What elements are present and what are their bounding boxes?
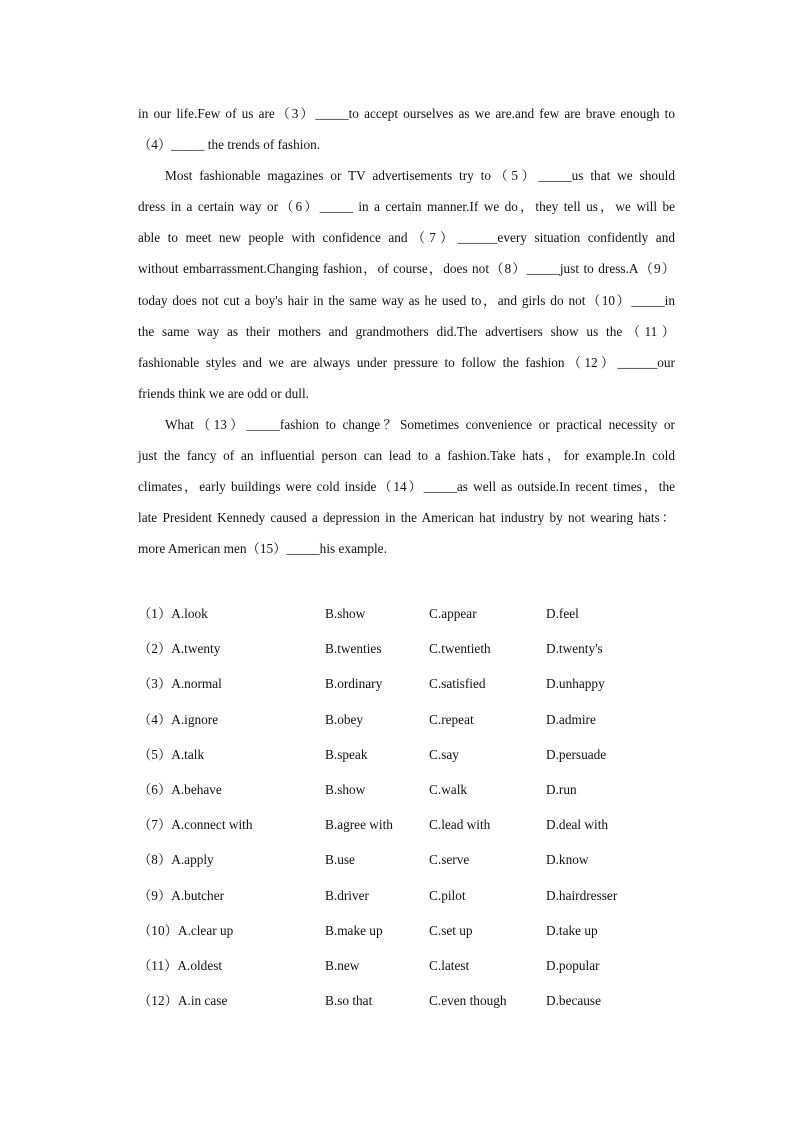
passage-line: more American men（15）_____his example. [138, 541, 387, 557]
option-a: （12）A.in case [138, 993, 228, 1009]
option-d: D.take up [546, 922, 598, 938]
passage-line: without embarrassment.Changing fashion，of course，does not（8）_____just to dress.A（9） [138, 261, 675, 277]
option-d: D.unhappy [546, 676, 605, 692]
option-d: D.twenty's [546, 641, 603, 657]
option-a: （5）A.talk [138, 746, 205, 762]
option-row [138, 633, 698, 668]
option-b: B.ordinary [325, 676, 383, 692]
option-d: D.run [546, 781, 577, 797]
cloze-passage [138, 98, 675, 564]
option-c: C.repeat [429, 711, 474, 727]
option-row [138, 915, 698, 950]
passage-line: dress in a certain way or（6）_____ in a certain manner.If we do，they tell us，we will be [138, 199, 675, 215]
passage-line: in our life.Few of us are（3）_____to accept ourselves as we are.and few are brave enough to [138, 106, 675, 121]
option-c: C.walk [429, 781, 468, 797]
option-b: B.show [325, 781, 366, 797]
passage-line: climates，early buildings were cold inside（14）_____as well as outside.In recent times，the [138, 479, 675, 495]
option-row [138, 739, 698, 774]
option-d: D.know [546, 852, 589, 868]
option-c: C.set up [429, 922, 473, 938]
option-c: C.twentieth [429, 641, 491, 657]
option-a: （3）A.normal [138, 676, 222, 692]
option-d: D.persuade [546, 746, 607, 762]
option-row [138, 985, 698, 1020]
passage-line: just the fancy of an influential person can lead to a fashion.Take hats，for example.In cold [138, 448, 675, 464]
option-row [138, 668, 698, 703]
option-a: （10）A.clear up [138, 922, 234, 938]
option-row [138, 880, 698, 915]
passage-line: today does not cut a boy's hair in the same way as he used to，and girls do not（10）_____in [138, 292, 675, 308]
option-b: B.agree with [325, 817, 393, 833]
option-c: C.say [429, 746, 459, 762]
option-d: D.deal with [546, 817, 609, 833]
passage-line: the same way as their mothers and grandmothers did.The advertisers show us the（11） [138, 323, 675, 339]
option-b: B.so that [325, 993, 373, 1009]
option-c: C.satisfied [429, 676, 486, 692]
option-a: （6）A.behave [138, 781, 222, 797]
option-a: （7）A.connect with [138, 817, 253, 833]
passage-line: able to meet new people with confidence and（7）______every situation confidently and [138, 230, 675, 246]
option-c: C.pilot [429, 887, 466, 903]
passage-line: friends think we are odd or dull. [138, 385, 309, 401]
passage-line: fashionable styles and we are always under pressure to follow the fashion（12）______our [138, 354, 675, 370]
option-c: C.latest [429, 957, 470, 973]
option-b: B.new [325, 957, 360, 973]
answer-options [138, 598, 698, 1020]
passage-line: Most fashionable magazines or TV advertisements try to（5）_____us that we should [165, 168, 675, 184]
option-b: B.make up [325, 922, 383, 938]
option-d: D.popular [546, 957, 600, 973]
option-a: （4）A.ignore [138, 711, 219, 727]
option-row [138, 598, 698, 633]
option-b: B.twenties [325, 641, 382, 657]
option-b: B.obey [325, 711, 364, 727]
option-row [138, 704, 698, 739]
option-b: B.speak [325, 746, 368, 762]
option-d: D.admire [546, 711, 596, 727]
option-d: D.feel [546, 606, 579, 621]
option-b: B.driver [325, 887, 369, 903]
option-row [138, 844, 698, 879]
passage-line: late President Kennedy caused a depression in the American hat industry by not wearing hats： [138, 510, 675, 526]
option-b: B.use [325, 852, 355, 868]
option-row [138, 809, 698, 844]
passage-line: （4）_____ the trends of fashion. [138, 137, 321, 153]
option-a: （11）A.oldest [138, 957, 223, 973]
option-a: （2）A.twenty [138, 641, 221, 657]
option-c: C.even though [429, 993, 507, 1009]
option-c: C.lead with [429, 817, 491, 833]
passage-line: What（13）_____fashion to change？Sometimes convenience or practical necessity or [165, 416, 675, 432]
option-c: C.appear [429, 606, 477, 621]
option-a: （1）A.look [138, 606, 208, 621]
option-c: C.serve [429, 852, 470, 868]
option-d: D.because [546, 993, 602, 1009]
option-row [138, 774, 698, 809]
option-d: D.hairdresser [546, 887, 618, 903]
option-b: B.show [325, 606, 366, 621]
option-row [138, 950, 698, 985]
option-a: （9）A.butcher [138, 887, 225, 903]
option-a: （8）A.apply [138, 852, 214, 868]
